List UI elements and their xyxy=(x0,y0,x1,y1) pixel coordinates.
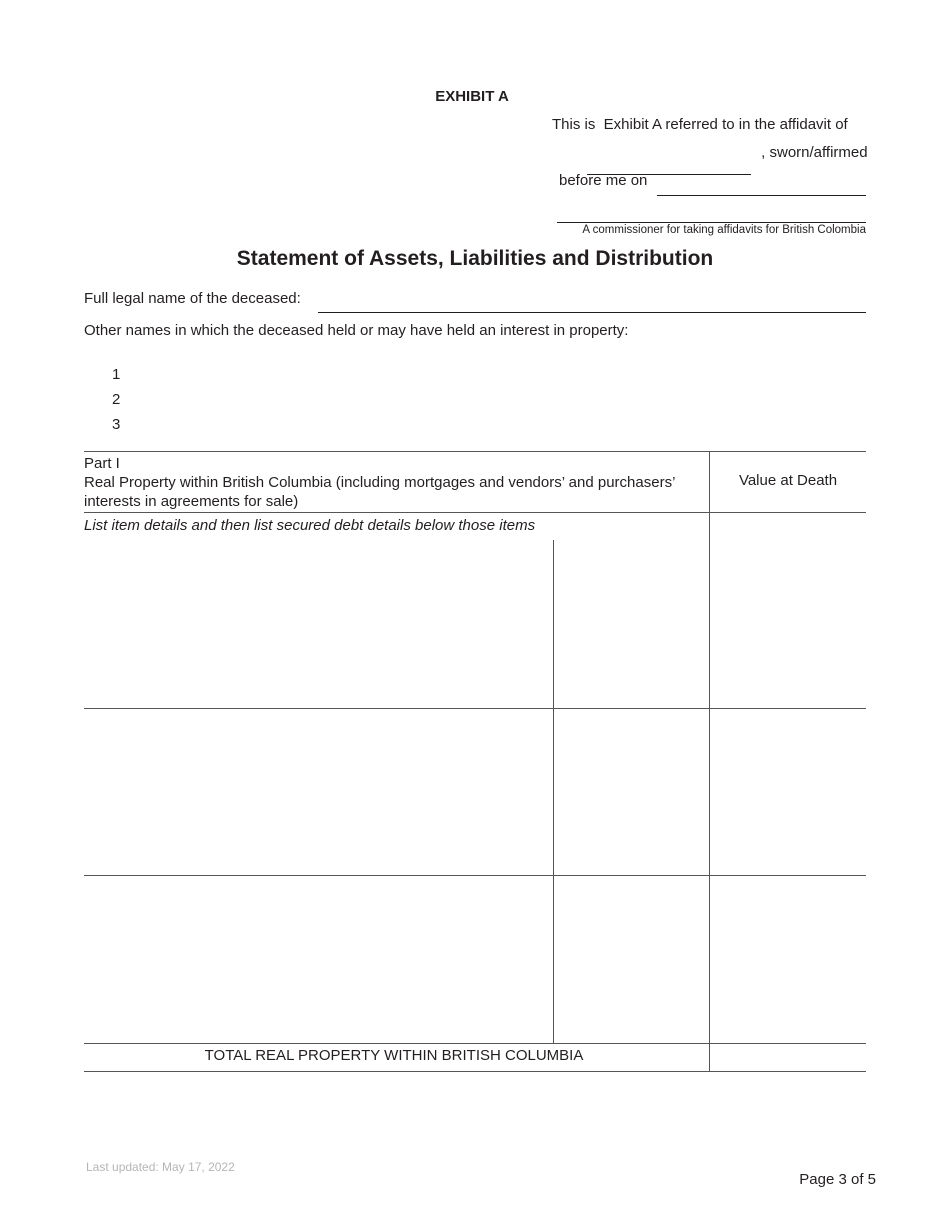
table-rule xyxy=(84,451,866,452)
other-name-field[interactable] xyxy=(135,366,635,384)
other-name-number: 2 xyxy=(112,391,121,408)
other-name-field[interactable] xyxy=(135,391,635,409)
value-at-death-cell[interactable] xyxy=(710,513,866,707)
commissioner-signature-line[interactable] xyxy=(557,222,866,223)
value-at-death-cell[interactable] xyxy=(710,709,866,874)
secured-debt-cell[interactable] xyxy=(554,876,708,1042)
page-number: Page 3 of 5 xyxy=(799,1171,876,1188)
sworn-date-blank[interactable] xyxy=(657,177,866,196)
last-updated-text: Last updated: May 17, 2022 xyxy=(86,1160,235,1174)
other-name-field[interactable] xyxy=(135,416,635,434)
item-details-cell[interactable] xyxy=(84,540,552,707)
total-value-cell[interactable] xyxy=(710,1044,866,1070)
secured-debt-cell[interactable] xyxy=(554,540,708,707)
total-real-property-label: TOTAL REAL PROPERTY WITHIN BRITISH COLUMBIA xyxy=(204,1047,584,1064)
before-me-on-label: before me on xyxy=(559,172,648,189)
exhibit-title: EXHIBIT A xyxy=(435,88,509,105)
affidavit-reference-text: This is Exhibit A referred to in the affidavit of xyxy=(552,116,848,133)
item-details-cell[interactable] xyxy=(84,876,552,1042)
part1-instruction: List item details and then list secured debt details below those items xyxy=(84,517,536,534)
full-legal-name-field[interactable] xyxy=(318,292,866,313)
other-names-label: Other names in which the deceased held or may have held an interest in property: xyxy=(84,322,629,339)
other-name-number: 1 xyxy=(112,366,121,383)
commissioner-caption: A commissioner for taking affidavits for British Colombia xyxy=(582,224,866,236)
part1-description: Real Property within British Columbia (including mortgages and vendors’ and purchasers’ interests in agreements for sale) xyxy=(84,474,675,510)
full-legal-name-label: Full legal name of the deceased: xyxy=(84,290,301,307)
value-at-death-cell[interactable] xyxy=(710,876,866,1042)
sworn-affirmed-text: , sworn/affirmed xyxy=(757,144,868,161)
secured-debt-cell[interactable] xyxy=(554,709,708,874)
statement-title: Statement of Assets, Liabilities and Distribution xyxy=(236,247,714,270)
value-at-death-header: Value at Death xyxy=(738,472,838,489)
other-name-number: 3 xyxy=(112,416,121,433)
table-rule xyxy=(84,1071,866,1072)
part1-header xyxy=(84,454,704,511)
item-details-cell[interactable] xyxy=(84,709,552,874)
part1-label: Part I xyxy=(84,455,120,472)
